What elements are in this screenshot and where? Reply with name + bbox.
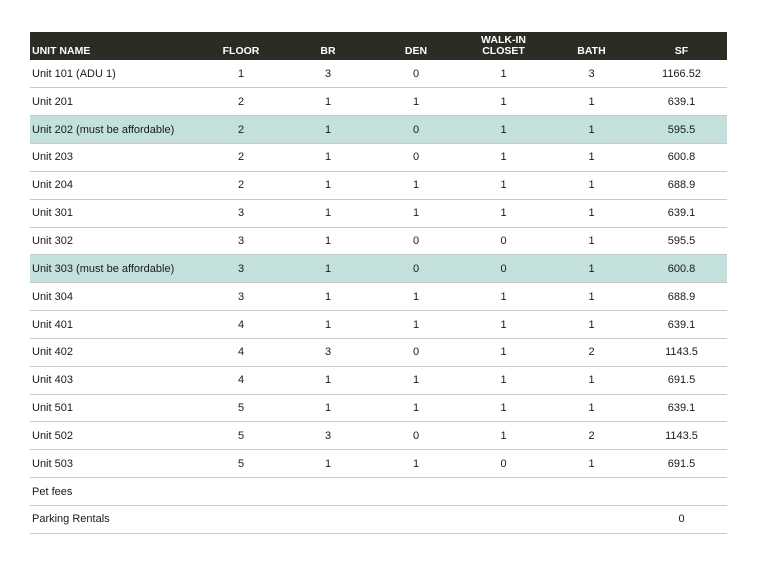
table-row [30,255,727,283]
table-row [30,283,727,311]
table-row [30,60,727,88]
cell-sf: 1143.5 [665,346,698,359]
table-row [30,366,727,394]
cell-unit-name: Unit 501 [32,402,73,415]
cell-bath: 1 [588,207,595,220]
cell-bath: 1 [588,290,595,303]
cell-floor: 3 [237,290,245,303]
cell-floor [198,506,284,534]
cell-walk-in-closet: 0 [500,457,507,470]
cell-sf: 0 [678,513,685,526]
table-body [30,60,727,533]
cell-walk-in-closet: 1 [500,346,507,359]
cell-bath: 1 [588,262,595,275]
cell-br: 1 [324,207,332,220]
cell-sf [636,478,727,506]
table-header [30,32,727,60]
cell-bath: 1 [588,234,595,247]
cell-br: 1 [324,151,332,164]
cell-walk-in-closet: 1 [500,290,507,303]
cell-sf: 595.5 [667,123,696,136]
cell-den: 0 [412,234,420,247]
cell-floor: 2 [237,123,245,136]
cell-sf: 688.9 [667,290,696,303]
cell-unit-name: Pet fees [32,485,73,498]
cell-unit-name: Unit 303 (must be affordable) [32,262,175,275]
table-row [30,311,727,339]
cell-floor: 3 [237,207,245,220]
cell-bath: 2 [588,346,595,359]
cell-sf: 639.1 [667,207,696,220]
cell-bath: 1 [588,95,595,108]
cell-br: 1 [324,234,332,247]
cell-bath: 1 [588,374,595,387]
cell-sf: 1166.52 [662,67,701,80]
table-row [30,116,727,144]
cell-unit-name: Unit 201 [32,95,73,108]
cell-walk-in-closet: 1 [500,95,507,108]
cell-br: 3 [324,429,332,442]
cell-floor: 4 [237,374,245,387]
unit-table-container [30,32,727,534]
cell-den: 0 [412,346,420,359]
cell-walk-in-closet: 0 [500,234,507,247]
table-row [30,199,727,227]
cell-den: 1 [412,402,420,415]
cell-floor: 5 [237,429,245,442]
cell-walk-in-closet [460,506,547,534]
cell-bath [547,506,636,534]
cell-bath: 3 [588,67,595,80]
column-header-walk-in-closet [460,32,547,60]
cell-br [284,478,372,506]
cell-unit-name: Unit 204 [32,179,73,192]
cell-walk-in-closet: 1 [500,402,507,415]
cell-bath [547,478,636,506]
cell-walk-in-closet: 0 [500,262,507,275]
cell-walk-in-closet: 1 [500,123,507,136]
cell-bath: 1 [588,123,595,136]
cell-walk-in-closet: 1 [500,318,507,331]
column-header-floor: FLOOR [222,45,260,57]
cell-den: 1 [412,290,420,303]
cell-unit-name: Unit 302 [32,234,73,247]
cell-floor: 4 [237,346,245,359]
column-header-br: BR [320,45,336,57]
cell-unit-name: Unit 304 [32,290,73,303]
cell-unit-name: Unit 203 [32,151,73,164]
cell-floor: 1 [237,67,245,80]
cell-floor [198,478,284,506]
cell-den: 1 [412,179,420,192]
cell-unit-name: Unit 401 [32,318,73,331]
cell-den [372,478,460,506]
cell-br: 3 [324,346,332,359]
cell-bath: 1 [588,179,595,192]
table-row [30,171,727,199]
cell-den: 1 [412,374,420,387]
column-header-den: DEN [404,45,428,57]
cell-sf: 639.1 [667,402,696,415]
table-row [30,338,727,366]
cell-bath: 1 [588,457,595,470]
table-row [30,144,727,172]
cell-walk-in-closet: 1 [500,151,507,164]
cell-br: 1 [324,290,332,303]
cell-sf: 600.8 [667,262,696,275]
cell-den: 1 [412,318,420,331]
cell-den: 0 [412,67,420,80]
cell-unit-name: Unit 503 [32,457,73,470]
cell-br: 1 [324,318,332,331]
cell-unit-name: Parking Rentals [32,513,110,526]
cell-br: 1 [324,374,332,387]
cell-unit-name: Unit 202 (must be affordable) [32,123,175,136]
column-header-unit-name: UNIT NAME [32,45,91,57]
cell-sf: 639.1 [667,318,696,331]
cell-floor: 2 [237,151,245,164]
table-row [30,88,727,116]
table-row [30,227,727,255]
cell-unit-name: Unit 502 [32,429,73,442]
cell-walk-in-closet: 1 [500,67,507,80]
cell-br [284,506,372,534]
cell-floor: 5 [237,402,245,415]
table-row [30,394,727,422]
table-row [30,450,727,478]
table-row [30,478,727,506]
table-row [30,506,727,534]
cell-br: 1 [324,402,332,415]
cell-walk-in-closet [460,478,547,506]
cell-den: 0 [412,151,420,164]
column-header-bath: BATH [577,45,606,57]
table-row [30,422,727,450]
cell-sf: 595.5 [667,234,696,247]
cell-br: 3 [324,67,332,80]
cell-unit-name: Unit 301 [32,207,73,220]
cell-floor: 2 [237,95,245,108]
cell-walk-in-closet: 1 [500,179,507,192]
cell-floor: 2 [237,179,245,192]
walk-in-closet-label: WALK-IN CLOSET [481,34,526,57]
cell-den: 1 [412,207,420,220]
cell-bath: 1 [588,402,595,415]
cell-br: 1 [324,123,332,136]
cell-sf: 600.8 [667,151,696,164]
cell-den: 1 [412,95,420,108]
cell-den: 1 [412,457,420,470]
cell-floor: 3 [237,262,245,275]
cell-sf: 691.5 [667,374,696,387]
cell-den [372,506,460,534]
header-row [30,32,727,60]
unit-table [30,32,727,534]
cell-den: 0 [412,429,420,442]
cell-bath: 1 [588,151,595,164]
cell-walk-in-closet: 1 [500,374,507,387]
cell-unit-name: Unit 402 [32,346,73,359]
cell-br: 1 [324,95,332,108]
cell-floor: 4 [237,318,245,331]
cell-unit-name: Unit 101 (ADU 1) [32,67,116,80]
cell-bath: 2 [588,429,595,442]
cell-sf: 691.5 [667,457,696,470]
cell-floor: 3 [237,234,245,247]
cell-walk-in-closet: 1 [500,429,507,442]
cell-unit-name: Unit 403 [32,374,73,387]
cell-bath: 1 [588,318,595,331]
cell-sf: 1143.5 [665,429,698,442]
cell-br: 1 [324,179,332,192]
cell-den: 0 [412,262,420,275]
cell-walk-in-closet: 1 [500,207,507,220]
cell-sf: 688.9 [667,179,696,192]
cell-br: 1 [324,262,332,275]
cell-br: 1 [324,457,332,470]
cell-den: 0 [412,123,420,136]
cell-floor: 5 [237,457,245,470]
column-header-sf: SF [674,45,689,57]
cell-sf: 639.1 [667,95,696,108]
